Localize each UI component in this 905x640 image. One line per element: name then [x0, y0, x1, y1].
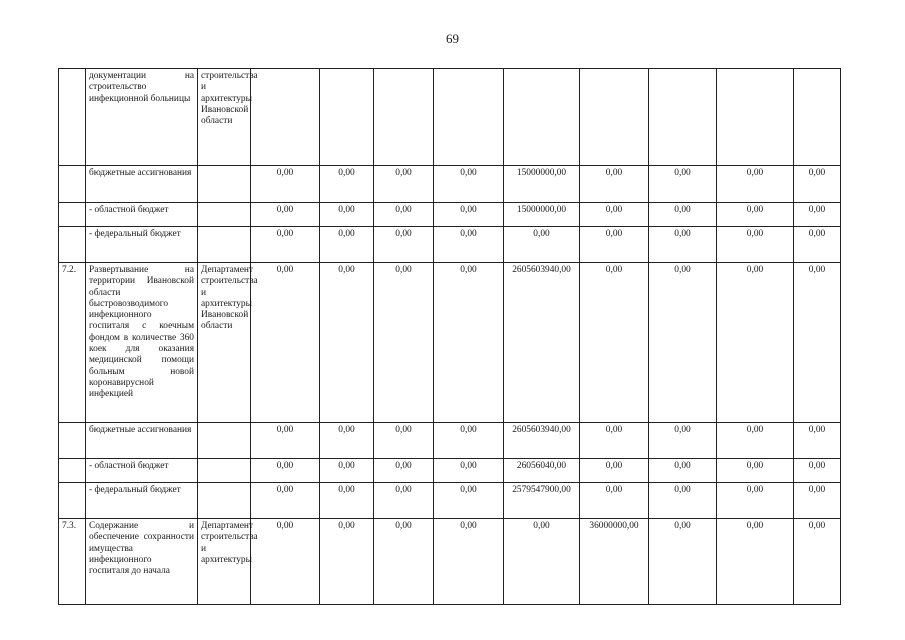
- value-cell: 0,00: [434, 203, 504, 227]
- value-cell: 0,00: [717, 423, 794, 459]
- table-row: [59, 423, 841, 459]
- table-row: [59, 519, 841, 605]
- row-index: [59, 203, 86, 227]
- value-cell: 0,00: [251, 166, 320, 203]
- value-cell: [717, 69, 794, 166]
- value-cell: 0,00: [251, 459, 320, 483]
- value-cell: 0,00: [320, 203, 374, 227]
- value-cell: 0,00: [717, 227, 794, 263]
- measure-name: - федеральный бюджет: [86, 227, 198, 263]
- value-cell: 0,00: [649, 483, 717, 519]
- value-cell: 0,00: [434, 459, 504, 483]
- value-cell: 0,00: [434, 519, 504, 605]
- row-index: 7.3.: [59, 519, 86, 605]
- executor: [198, 227, 251, 263]
- executor: [198, 459, 251, 483]
- value-cell: 0,00: [320, 519, 374, 605]
- value-cell: 0,00: [374, 227, 434, 263]
- value-cell: 0,00: [320, 423, 374, 459]
- table-row: [59, 227, 841, 263]
- value-cell: 0,00: [374, 203, 434, 227]
- value-cell: 0,00: [320, 227, 374, 263]
- value-cell: 0,00: [717, 166, 794, 203]
- executor: Департамент строительства и архитектуры Ивановской области: [198, 263, 251, 423]
- value-cell: 0,00: [649, 166, 717, 203]
- value-cell: 0,00: [434, 263, 504, 423]
- measure-name: бюджетные ассигнования: [86, 423, 198, 459]
- executor: [198, 166, 251, 203]
- row-index: [59, 483, 86, 519]
- value-cell: 0,00: [374, 519, 434, 605]
- row-index: [59, 423, 86, 459]
- value-cell: 0,00: [434, 423, 504, 459]
- value-cell: 0,00: [580, 203, 649, 227]
- page-number: 69: [446, 31, 459, 46]
- value-cell: 0,00: [580, 166, 649, 203]
- table-row: [59, 166, 841, 203]
- value-cell: 0,00: [580, 483, 649, 519]
- value-cell: [251, 69, 320, 166]
- value-cell: 2579547900,00: [504, 483, 580, 519]
- value-cell: 0,00: [717, 203, 794, 227]
- value-cell: 0,00: [504, 227, 580, 263]
- value-cell: 0,00: [580, 227, 649, 263]
- executor: [198, 423, 251, 459]
- measure-name: - федеральный бюджет: [86, 483, 198, 519]
- value-cell: 0,00: [374, 166, 434, 203]
- measure-name: - областной бюджет: [86, 203, 198, 227]
- value-cell: 0,00: [580, 459, 649, 483]
- value-cell: [794, 69, 841, 166]
- measure-name: Содержание и обеспечение сохранности имущества инфекционного госпиталя до начала: [86, 519, 198, 605]
- value-cell: 0,00: [649, 519, 717, 605]
- value-cell: 0,00: [580, 263, 649, 423]
- value-cell: 15000000,00: [504, 203, 580, 227]
- row-index: [59, 166, 86, 203]
- value-cell: 26056040,00: [504, 459, 580, 483]
- value-cell: 0,00: [794, 483, 841, 519]
- table-row: [59, 483, 841, 519]
- value-cell: [504, 69, 580, 166]
- value-cell: 2605603940,00: [504, 263, 580, 423]
- value-cell: 0,00: [320, 483, 374, 519]
- value-cell: 15000000,00: [504, 166, 580, 203]
- budget-table: [58, 68, 841, 605]
- value-cell: 0,00: [717, 519, 794, 605]
- table-row: [59, 459, 841, 483]
- value-cell: 0,00: [251, 519, 320, 605]
- value-cell: 0,00: [374, 483, 434, 519]
- value-cell: 0,00: [434, 227, 504, 263]
- value-cell: 0,00: [794, 227, 841, 263]
- value-cell: 0,00: [794, 203, 841, 227]
- table-row: [59, 203, 841, 227]
- value-cell: 0,00: [649, 203, 717, 227]
- value-cell: 0,00: [374, 263, 434, 423]
- value-cell: 36000000,00: [580, 519, 649, 605]
- value-cell: 0,00: [320, 166, 374, 203]
- row-index: 7.2.: [59, 263, 86, 423]
- value-cell: [374, 69, 434, 166]
- value-cell: [320, 69, 374, 166]
- value-cell: 2605603940,00: [504, 423, 580, 459]
- row-index: [59, 459, 86, 483]
- value-cell: 0,00: [251, 423, 320, 459]
- value-cell: 0,00: [580, 423, 649, 459]
- value-cell: 0,00: [717, 483, 794, 519]
- executor: строительства и архитектуры Ивановской области: [198, 69, 251, 166]
- executor: [198, 483, 251, 519]
- value-cell: 0,00: [794, 166, 841, 203]
- value-cell: 0,00: [649, 227, 717, 263]
- table-row: [59, 263, 841, 423]
- executor: [198, 203, 251, 227]
- value-cell: 0,00: [717, 263, 794, 423]
- value-cell: 0,00: [374, 459, 434, 483]
- value-cell: 0,00: [794, 519, 841, 605]
- value-cell: 0,00: [374, 423, 434, 459]
- value-cell: 0,00: [649, 423, 717, 459]
- measure-name: Развертывание на территории Ивановской области быстровозводимого инфекционного госпиталя с коечным фондом в количестве 360 коек для оказания медицинской помощи больным новой коронавирусной инфекцией: [86, 263, 198, 423]
- value-cell: 0,00: [794, 423, 841, 459]
- value-cell: 0,00: [434, 483, 504, 519]
- executor: Департамент строительства и архитектуры: [198, 519, 251, 605]
- value-cell: 0,00: [794, 263, 841, 423]
- row-index: [59, 69, 86, 166]
- value-cell: 0,00: [504, 519, 580, 605]
- value-cell: 0,00: [320, 263, 374, 423]
- row-index: [59, 227, 86, 263]
- measure-name: - областной бюджет: [86, 459, 198, 483]
- value-cell: 0,00: [649, 263, 717, 423]
- value-cell: [649, 69, 717, 166]
- value-cell: 0,00: [649, 459, 717, 483]
- value-cell: 0,00: [320, 459, 374, 483]
- value-cell: [580, 69, 649, 166]
- table-row: [59, 69, 841, 166]
- measure-name: бюджетные ассигнования: [86, 166, 198, 203]
- value-cell: 0,00: [251, 227, 320, 263]
- value-cell: 0,00: [251, 483, 320, 519]
- measure-name: документации на строительство инфекционной больницы: [86, 69, 198, 166]
- value-cell: 0,00: [434, 166, 504, 203]
- value-cell: 0,00: [794, 459, 841, 483]
- value-cell: [434, 69, 504, 166]
- value-cell: 0,00: [717, 459, 794, 483]
- value-cell: 0,00: [251, 203, 320, 227]
- value-cell: 0,00: [251, 263, 320, 423]
